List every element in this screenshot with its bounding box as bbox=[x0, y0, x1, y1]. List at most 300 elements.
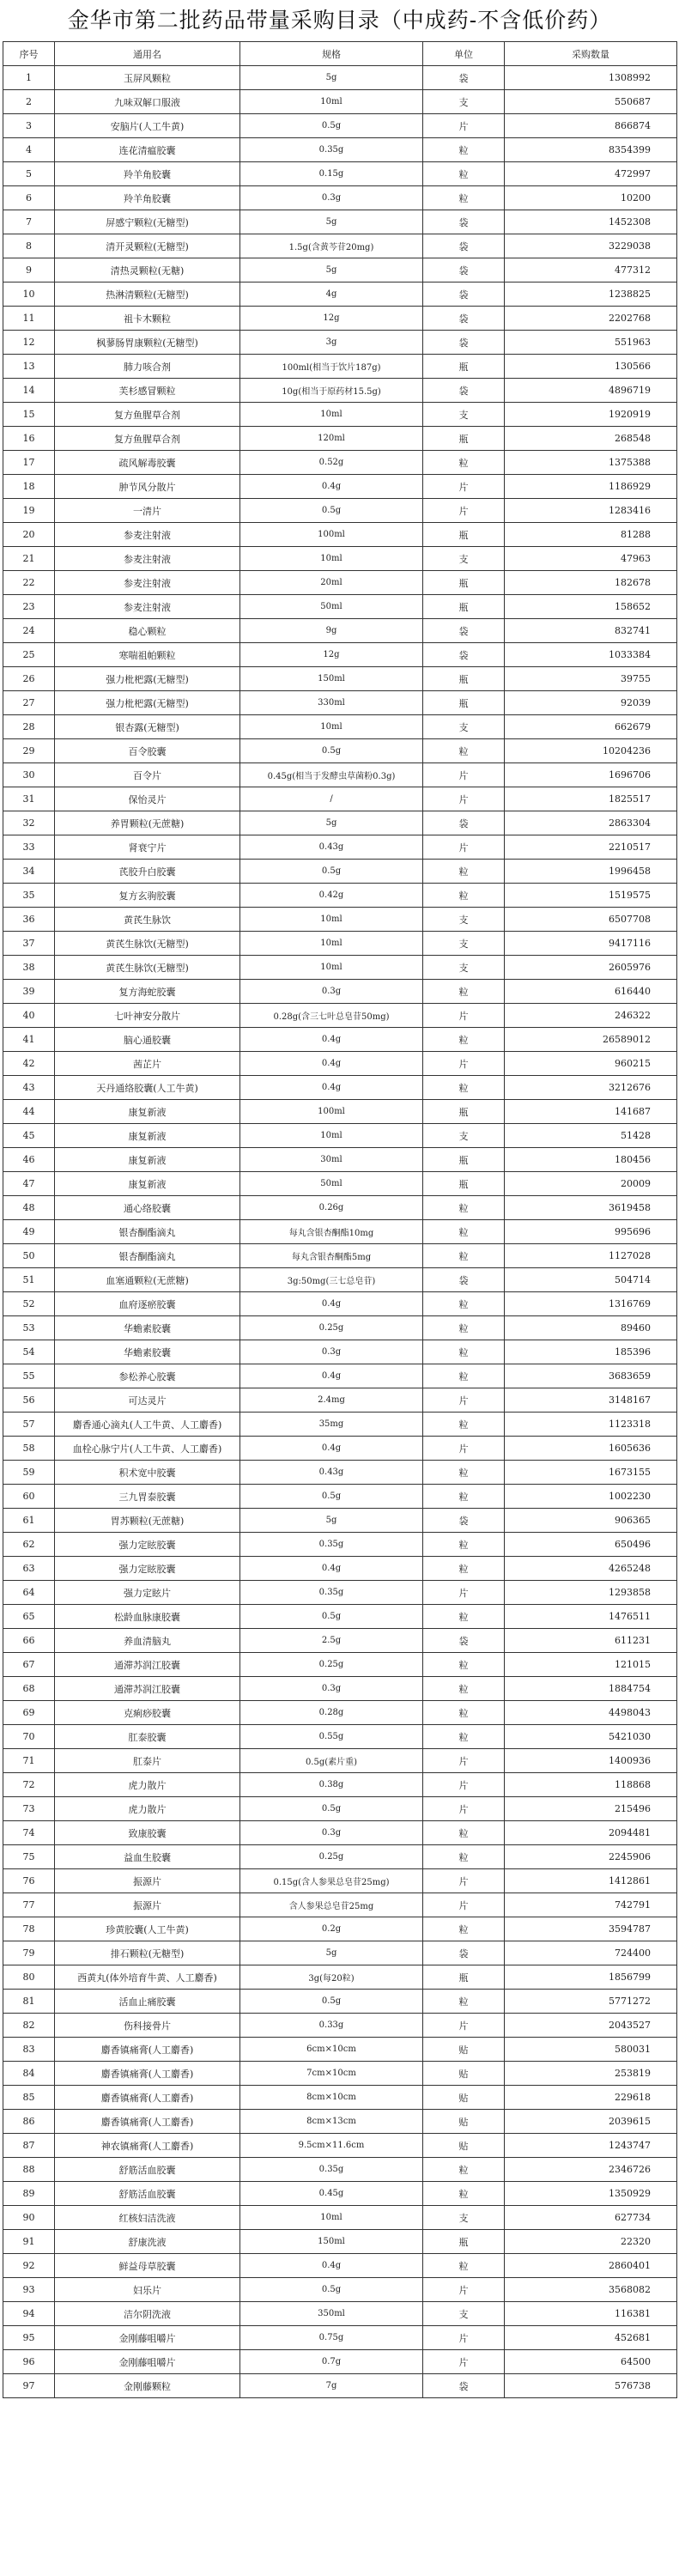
table-row bbox=[3, 66, 677, 90]
cell-name: 热淋清颗粒(无糖型) bbox=[55, 283, 240, 307]
cell-no: 65 bbox=[3, 1605, 55, 1629]
cell-no: 7 bbox=[3, 210, 55, 234]
cell-qty: 576738 bbox=[505, 2374, 677, 2398]
cell-no: 43 bbox=[3, 1076, 55, 1100]
cell-name: 振源片 bbox=[55, 1893, 240, 1917]
table-row bbox=[3, 1941, 677, 1965]
cell-name: 积术宽中胶囊 bbox=[55, 1461, 240, 1485]
cell-qty: 1002230 bbox=[505, 1485, 677, 1509]
cell-no: 48 bbox=[3, 1196, 55, 1220]
cell-spec: 0.3g bbox=[240, 1677, 423, 1701]
cell-name: 参松养心胶囊 bbox=[55, 1364, 240, 1388]
cell-spec: 0.43g bbox=[240, 1461, 423, 1485]
cell-spec: 0.75g bbox=[240, 2326, 423, 2350]
cell-unit: 粒 bbox=[423, 1701, 505, 1725]
table-row bbox=[3, 331, 677, 355]
cell-unit: 粒 bbox=[423, 1292, 505, 1316]
cell-name: 舒康洗液 bbox=[55, 2230, 240, 2254]
table-row bbox=[3, 138, 677, 162]
cell-unit: 片 bbox=[423, 2014, 505, 2038]
cell-spec: 10ml bbox=[240, 547, 423, 571]
cell-spec: 每丸含银杏酮酯5mg bbox=[240, 1244, 423, 1268]
table-row bbox=[3, 1076, 677, 1100]
cell-unit: 袋 bbox=[423, 234, 505, 258]
cell-qty: 26589012 bbox=[505, 1028, 677, 1052]
table-row bbox=[3, 884, 677, 908]
cell-name: 强力定眩胶囊 bbox=[55, 1533, 240, 1557]
cell-name: 保怡灵片 bbox=[55, 787, 240, 811]
cell-no: 13 bbox=[3, 355, 55, 379]
cell-no: 35 bbox=[3, 884, 55, 908]
cell-qty: 3594787 bbox=[505, 1917, 677, 1941]
cell-qty: 1884754 bbox=[505, 1677, 677, 1701]
cell-name: 枫蓼肠胃康颗粒(无糖型) bbox=[55, 331, 240, 355]
cell-unit: 粒 bbox=[423, 884, 505, 908]
cell-no: 22 bbox=[3, 571, 55, 595]
cell-unit: 片 bbox=[423, 1388, 505, 1413]
cell-no: 70 bbox=[3, 1725, 55, 1749]
cell-unit: 片 bbox=[423, 835, 505, 860]
cell-name: 天丹通络胶囊(人工牛黄) bbox=[55, 1076, 240, 1100]
cell-no: 92 bbox=[3, 2254, 55, 2278]
table-row bbox=[3, 1124, 677, 1148]
cell-no: 87 bbox=[3, 2134, 55, 2158]
cell-qty: 616440 bbox=[505, 980, 677, 1004]
cell-qty: 1476511 bbox=[505, 1605, 677, 1629]
cell-unit: 贴 bbox=[423, 2038, 505, 2062]
cell-no: 91 bbox=[3, 2230, 55, 2254]
cell-unit: 粒 bbox=[423, 1533, 505, 1557]
table-row bbox=[3, 2278, 677, 2302]
cell-spec: 0.4g bbox=[240, 1437, 423, 1461]
cell-unit: 粒 bbox=[423, 138, 505, 162]
cell-name: 疏风解毒胶囊 bbox=[55, 451, 240, 475]
cell-spec: 120ml bbox=[240, 427, 423, 451]
cell-qty: 477312 bbox=[505, 258, 677, 283]
cell-spec: 150ml bbox=[240, 667, 423, 691]
table-row bbox=[3, 1100, 677, 1124]
cell-unit: 片 bbox=[423, 499, 505, 523]
table-row bbox=[3, 1388, 677, 1413]
table-row bbox=[3, 2038, 677, 2062]
cell-name: 寒喘祖帕颗粒 bbox=[55, 643, 240, 667]
table-row bbox=[3, 1316, 677, 1340]
cell-spec: 0.42g bbox=[240, 884, 423, 908]
cell-no: 37 bbox=[3, 932, 55, 956]
cell-name: 益血生胶囊 bbox=[55, 1845, 240, 1869]
cell-unit: 片 bbox=[423, 1749, 505, 1773]
cell-name: 参麦注射液 bbox=[55, 547, 240, 571]
cell-spec: 12g bbox=[240, 643, 423, 667]
cell-unit: 粒 bbox=[423, 1653, 505, 1677]
cell-name: 百令片 bbox=[55, 763, 240, 787]
cell-unit: 支 bbox=[423, 547, 505, 571]
table-row bbox=[3, 2086, 677, 2110]
cell-unit: 片 bbox=[423, 1893, 505, 1917]
cell-qty: 8354399 bbox=[505, 138, 677, 162]
cell-no: 68 bbox=[3, 1677, 55, 1701]
cell-name: 肺力咳合剂 bbox=[55, 355, 240, 379]
table-row bbox=[3, 379, 677, 403]
table-row bbox=[3, 186, 677, 210]
table-row bbox=[3, 932, 677, 956]
cell-unit: 粒 bbox=[423, 1605, 505, 1629]
cell-spec: 0.4g bbox=[240, 1076, 423, 1100]
table-row bbox=[3, 403, 677, 427]
table-row bbox=[3, 2062, 677, 2086]
page-title: 金华市第二批药品带量采购目录（中成药-不含低价药） bbox=[67, 8, 612, 33]
cell-unit: 粒 bbox=[423, 1990, 505, 2014]
cell-name: 伤科接骨片 bbox=[55, 2014, 240, 2038]
cell-spec: 0.3g bbox=[240, 1340, 423, 1364]
cell-qty: 3212676 bbox=[505, 1076, 677, 1100]
cell-spec: 0.35g bbox=[240, 1581, 423, 1605]
cell-unit: 支 bbox=[423, 932, 505, 956]
cell-spec: 5g bbox=[240, 66, 423, 90]
cell-no: 36 bbox=[3, 908, 55, 932]
cell-no: 81 bbox=[3, 1990, 55, 2014]
cell-no: 61 bbox=[3, 1509, 55, 1533]
table-row bbox=[3, 90, 677, 114]
table-row bbox=[3, 739, 677, 763]
cell-name: 养胃颗粒(无蔗糖) bbox=[55, 811, 240, 835]
cell-spec: 330ml bbox=[240, 691, 423, 715]
cell-no: 49 bbox=[3, 1220, 55, 1244]
cell-name: 康复新液 bbox=[55, 1100, 240, 1124]
cell-spec: 10g(相当于原药材15.5g) bbox=[240, 379, 423, 403]
cell-qty: 180456 bbox=[505, 1148, 677, 1172]
cell-unit: 粒 bbox=[423, 1557, 505, 1581]
cell-unit: 粒 bbox=[423, 186, 505, 210]
cell-no: 26 bbox=[3, 667, 55, 691]
cell-no: 29 bbox=[3, 739, 55, 763]
cell-spec: 10ml bbox=[240, 932, 423, 956]
table-row bbox=[3, 2206, 677, 2230]
table-row bbox=[3, 258, 677, 283]
cell-qty: 627734 bbox=[505, 2206, 677, 2230]
cell-qty: 1375388 bbox=[505, 451, 677, 475]
table-row bbox=[3, 908, 677, 932]
cell-no: 6 bbox=[3, 186, 55, 210]
table-row bbox=[3, 1340, 677, 1364]
table-row bbox=[3, 2350, 677, 2374]
cell-qty: 229618 bbox=[505, 2086, 677, 2110]
table-row bbox=[3, 1485, 677, 1509]
cell-spec: 35mg bbox=[240, 1413, 423, 1437]
cell-unit: 粒 bbox=[423, 2182, 505, 2206]
cell-qty: 1186929 bbox=[505, 475, 677, 499]
cell-name: 虎力散片 bbox=[55, 1797, 240, 1821]
cell-no: 10 bbox=[3, 283, 55, 307]
header-spec: 规格 bbox=[240, 42, 423, 66]
cell-no: 51 bbox=[3, 1268, 55, 1292]
cell-spec: 2.4mg bbox=[240, 1388, 423, 1413]
cell-qty: 2346726 bbox=[505, 2158, 677, 2182]
cell-spec: 0.5g bbox=[240, 2278, 423, 2302]
table-row bbox=[3, 643, 677, 667]
table-row bbox=[3, 283, 677, 307]
cell-unit: 粒 bbox=[423, 1316, 505, 1340]
cell-spec: 0.15g bbox=[240, 162, 423, 186]
cell-no: 11 bbox=[3, 307, 55, 331]
cell-unit: 粒 bbox=[423, 1244, 505, 1268]
cell-unit: 支 bbox=[423, 1124, 505, 1148]
cell-name: 参麦注射液 bbox=[55, 523, 240, 547]
cell-name: 血府逐瘀胶囊 bbox=[55, 1292, 240, 1316]
table-row bbox=[3, 1821, 677, 1845]
cell-spec: 0.35g bbox=[240, 1533, 423, 1557]
cell-unit: 片 bbox=[423, 475, 505, 499]
cell-qty: 2863304 bbox=[505, 811, 677, 835]
cell-name: 茜芷片 bbox=[55, 1052, 240, 1076]
table-row bbox=[3, 1605, 677, 1629]
cell-no: 16 bbox=[3, 427, 55, 451]
cell-name: 洁尔阴洗液 bbox=[55, 2302, 240, 2326]
cell-qty: 1605636 bbox=[505, 1437, 677, 1461]
cell-no: 40 bbox=[3, 1004, 55, 1028]
table-row bbox=[3, 2158, 677, 2182]
cell-no: 32 bbox=[3, 811, 55, 835]
table-row bbox=[3, 1004, 677, 1028]
cell-no: 50 bbox=[3, 1244, 55, 1268]
table-row bbox=[3, 1701, 677, 1725]
cell-unit: 片 bbox=[423, 1437, 505, 1461]
cell-name: 肛泰胶囊 bbox=[55, 1725, 240, 1749]
cell-name: 黄芪生脉饮(无糖型) bbox=[55, 956, 240, 980]
cell-name: 麝香镇痛膏(人工麝香) bbox=[55, 2062, 240, 2086]
cell-spec: 0.4g bbox=[240, 1557, 423, 1581]
cell-spec: 每丸含银杏酮酯10mg bbox=[240, 1220, 423, 1244]
cell-spec: 0.5g(素片重) bbox=[240, 1749, 423, 1773]
cell-spec: 0.4g bbox=[240, 475, 423, 499]
cell-spec: 0.52g bbox=[240, 451, 423, 475]
cell-unit: 袋 bbox=[423, 258, 505, 283]
table-row bbox=[3, 1220, 677, 1244]
cell-qty: 3568082 bbox=[505, 2278, 677, 2302]
cell-no: 95 bbox=[3, 2326, 55, 2350]
cell-name: 银杏酮酯滴丸 bbox=[55, 1244, 240, 1268]
cell-no: 67 bbox=[3, 1653, 55, 1677]
table-row bbox=[3, 547, 677, 571]
cell-name: 华蟾素胶囊 bbox=[55, 1316, 240, 1340]
cell-no: 90 bbox=[3, 2206, 55, 2230]
cell-qty: 2039615 bbox=[505, 2110, 677, 2134]
cell-no: 31 bbox=[3, 787, 55, 811]
cell-qty: 1238825 bbox=[505, 283, 677, 307]
cell-name: 舒筋活血胶囊 bbox=[55, 2158, 240, 2182]
cell-spec: 12g bbox=[240, 307, 423, 331]
cell-qty: 742791 bbox=[505, 1893, 677, 1917]
cell-spec: 20ml bbox=[240, 571, 423, 595]
cell-unit: 粒 bbox=[423, 1485, 505, 1509]
cell-spec: 0.3g bbox=[240, 1821, 423, 1845]
table-row bbox=[3, 1725, 677, 1749]
cell-spec: 0.25g bbox=[240, 1316, 423, 1340]
cell-name: 芪胶升白胶囊 bbox=[55, 860, 240, 884]
cell-spec: 0.35g bbox=[240, 2158, 423, 2182]
cell-name: 松龄血脉康胶囊 bbox=[55, 1605, 240, 1629]
table-body bbox=[3, 66, 677, 2398]
cell-no: 28 bbox=[3, 715, 55, 739]
cell-name: 复方海蛇胶囊 bbox=[55, 980, 240, 1004]
cell-name: 金刚藤颗粒 bbox=[55, 2374, 240, 2398]
cell-qty: 832741 bbox=[505, 619, 677, 643]
cell-unit: 片 bbox=[423, 787, 505, 811]
cell-no: 83 bbox=[3, 2038, 55, 2062]
cell-unit: 瓶 bbox=[423, 691, 505, 715]
cell-qty: 253819 bbox=[505, 2062, 677, 2086]
cell-spec: 含人参果总皂苷25mg bbox=[240, 1893, 423, 1917]
cell-qty: 92039 bbox=[505, 691, 677, 715]
cell-unit: 粒 bbox=[423, 1845, 505, 1869]
cell-spec: 10ml bbox=[240, 908, 423, 932]
cell-unit: 粒 bbox=[423, 1364, 505, 1388]
cell-qty: 89460 bbox=[505, 1316, 677, 1340]
cell-spec: 0.5g bbox=[240, 739, 423, 763]
cell-qty: 3619458 bbox=[505, 1196, 677, 1220]
cell-unit: 支 bbox=[423, 908, 505, 932]
cell-name: 神农镇痛膏(人工麝香) bbox=[55, 2134, 240, 2158]
cell-qty: 10204236 bbox=[505, 739, 677, 763]
cell-spec: 0.45g(相当于发酵虫草菌粉0.3g) bbox=[240, 763, 423, 787]
table-row bbox=[3, 715, 677, 739]
cell-name: 百令胶囊 bbox=[55, 739, 240, 763]
cell-qty: 130566 bbox=[505, 355, 677, 379]
table-row bbox=[3, 1749, 677, 1773]
cell-spec: 0.28g(含三七叶总皂苷50mg) bbox=[240, 1004, 423, 1028]
cell-unit: 袋 bbox=[423, 1268, 505, 1292]
cell-qty: 1308992 bbox=[505, 66, 677, 90]
cell-name: 九味双解口服液 bbox=[55, 90, 240, 114]
cell-no: 8 bbox=[3, 234, 55, 258]
cell-unit: 粒 bbox=[423, 860, 505, 884]
cell-unit: 袋 bbox=[423, 619, 505, 643]
cell-no: 21 bbox=[3, 547, 55, 571]
cell-spec: 6cm×10cm bbox=[240, 2038, 423, 2062]
cell-unit: 片 bbox=[423, 1773, 505, 1797]
cell-spec: 7g bbox=[240, 2374, 423, 2398]
cell-qty: 1293858 bbox=[505, 1581, 677, 1605]
cell-qty: 1033384 bbox=[505, 643, 677, 667]
cell-no: 94 bbox=[3, 2302, 55, 2326]
cell-name: 肾衰宁片 bbox=[55, 835, 240, 860]
cell-unit: 粒 bbox=[423, 1028, 505, 1052]
cell-name: 脑心通胶囊 bbox=[55, 1028, 240, 1052]
table-row bbox=[3, 234, 677, 258]
cell-spec: 50ml bbox=[240, 595, 423, 619]
cell-name: 胃苏颗粒(无蔗糖) bbox=[55, 1509, 240, 1533]
table-row bbox=[3, 1437, 677, 1461]
cell-qty: 1283416 bbox=[505, 499, 677, 523]
cell-no: 89 bbox=[3, 2182, 55, 2206]
table-row bbox=[3, 1244, 677, 1268]
cell-unit: 袋 bbox=[423, 66, 505, 90]
cell-no: 46 bbox=[3, 1148, 55, 1172]
cell-no: 56 bbox=[3, 1388, 55, 1413]
cell-unit: 粒 bbox=[423, 1461, 505, 1485]
cell-no: 59 bbox=[3, 1461, 55, 1485]
cell-unit: 片 bbox=[423, 763, 505, 787]
cell-qty: 1673155 bbox=[505, 1461, 677, 1485]
cell-unit: 粒 bbox=[423, 1340, 505, 1364]
cell-name: 三九胃泰胶囊 bbox=[55, 1485, 240, 1509]
cell-qty: 2605976 bbox=[505, 956, 677, 980]
cell-spec: 10ml bbox=[240, 1124, 423, 1148]
cell-name: 振源片 bbox=[55, 1869, 240, 1893]
cell-name: 玉屏风颗粒 bbox=[55, 66, 240, 90]
cell-name: 芙杉感冒颗粒 bbox=[55, 379, 240, 403]
cell-qty: 1350929 bbox=[505, 2182, 677, 2206]
header-name: 通用名 bbox=[55, 42, 240, 66]
cell-unit: 片 bbox=[423, 1869, 505, 1893]
cell-name: 金刚藤咀嚼片 bbox=[55, 2326, 240, 2350]
table-row bbox=[3, 1509, 677, 1533]
cell-unit: 粒 bbox=[423, 2158, 505, 2182]
cell-spec: 100ml bbox=[240, 523, 423, 547]
cell-spec: 3g:50mg(三七总皂苷) bbox=[240, 1268, 423, 1292]
table-row bbox=[3, 1965, 677, 1990]
cell-unit: 粒 bbox=[423, 1725, 505, 1749]
table-row bbox=[3, 1196, 677, 1220]
cell-name: 克痢痧胶囊 bbox=[55, 1701, 240, 1725]
cell-name: 强力枇杷露(无糖型) bbox=[55, 667, 240, 691]
table-row bbox=[3, 1052, 677, 1076]
cell-spec: 0.5g bbox=[240, 1605, 423, 1629]
cell-qty: 4498043 bbox=[505, 1701, 677, 1725]
cell-unit: 袋 bbox=[423, 1629, 505, 1653]
cell-no: 25 bbox=[3, 643, 55, 667]
table-row bbox=[3, 1172, 677, 1196]
cell-no: 3 bbox=[3, 114, 55, 138]
table-row bbox=[3, 2254, 677, 2278]
cell-unit: 瓶 bbox=[423, 1965, 505, 1990]
cell-qty: 472997 bbox=[505, 162, 677, 186]
cell-unit: 瓶 bbox=[423, 2230, 505, 2254]
table-row bbox=[3, 1797, 677, 1821]
cell-qty: 580031 bbox=[505, 2038, 677, 2062]
cell-no: 12 bbox=[3, 331, 55, 355]
cell-unit: 片 bbox=[423, 1797, 505, 1821]
cell-qty: 141687 bbox=[505, 1100, 677, 1124]
cell-no: 53 bbox=[3, 1316, 55, 1340]
cell-spec: 0.35g bbox=[240, 138, 423, 162]
cell-name: 养血清脑丸 bbox=[55, 1629, 240, 1653]
header-no: 序号 bbox=[3, 42, 55, 66]
cell-no: 76 bbox=[3, 1869, 55, 1893]
table-row bbox=[3, 1364, 677, 1388]
cell-qty: 995696 bbox=[505, 1220, 677, 1244]
cell-unit: 贴 bbox=[423, 2086, 505, 2110]
table-row bbox=[3, 787, 677, 811]
cell-no: 96 bbox=[3, 2350, 55, 2374]
cell-no: 79 bbox=[3, 1941, 55, 1965]
cell-name: 西黄丸(体外培育牛黄、人工麝香) bbox=[55, 1965, 240, 1990]
table-row bbox=[3, 1581, 677, 1605]
cell-spec: 8cm×10cm bbox=[240, 2086, 423, 2110]
cell-spec: 10ml bbox=[240, 90, 423, 114]
cell-name: 虎力散片 bbox=[55, 1773, 240, 1797]
cell-spec: 8cm×13cm bbox=[240, 2110, 423, 2134]
cell-unit: 贴 bbox=[423, 2062, 505, 2086]
cell-name: 羚羊角胶囊 bbox=[55, 162, 240, 186]
cell-qty: 1996458 bbox=[505, 860, 677, 884]
table-row bbox=[3, 2014, 677, 2038]
cell-spec: 10ml bbox=[240, 2206, 423, 2230]
table-row bbox=[3, 2302, 677, 2326]
cell-name: 麝香镇痛膏(人工麝香) bbox=[55, 2086, 240, 2110]
cell-unit: 瓶 bbox=[423, 355, 505, 379]
cell-unit: 袋 bbox=[423, 307, 505, 331]
